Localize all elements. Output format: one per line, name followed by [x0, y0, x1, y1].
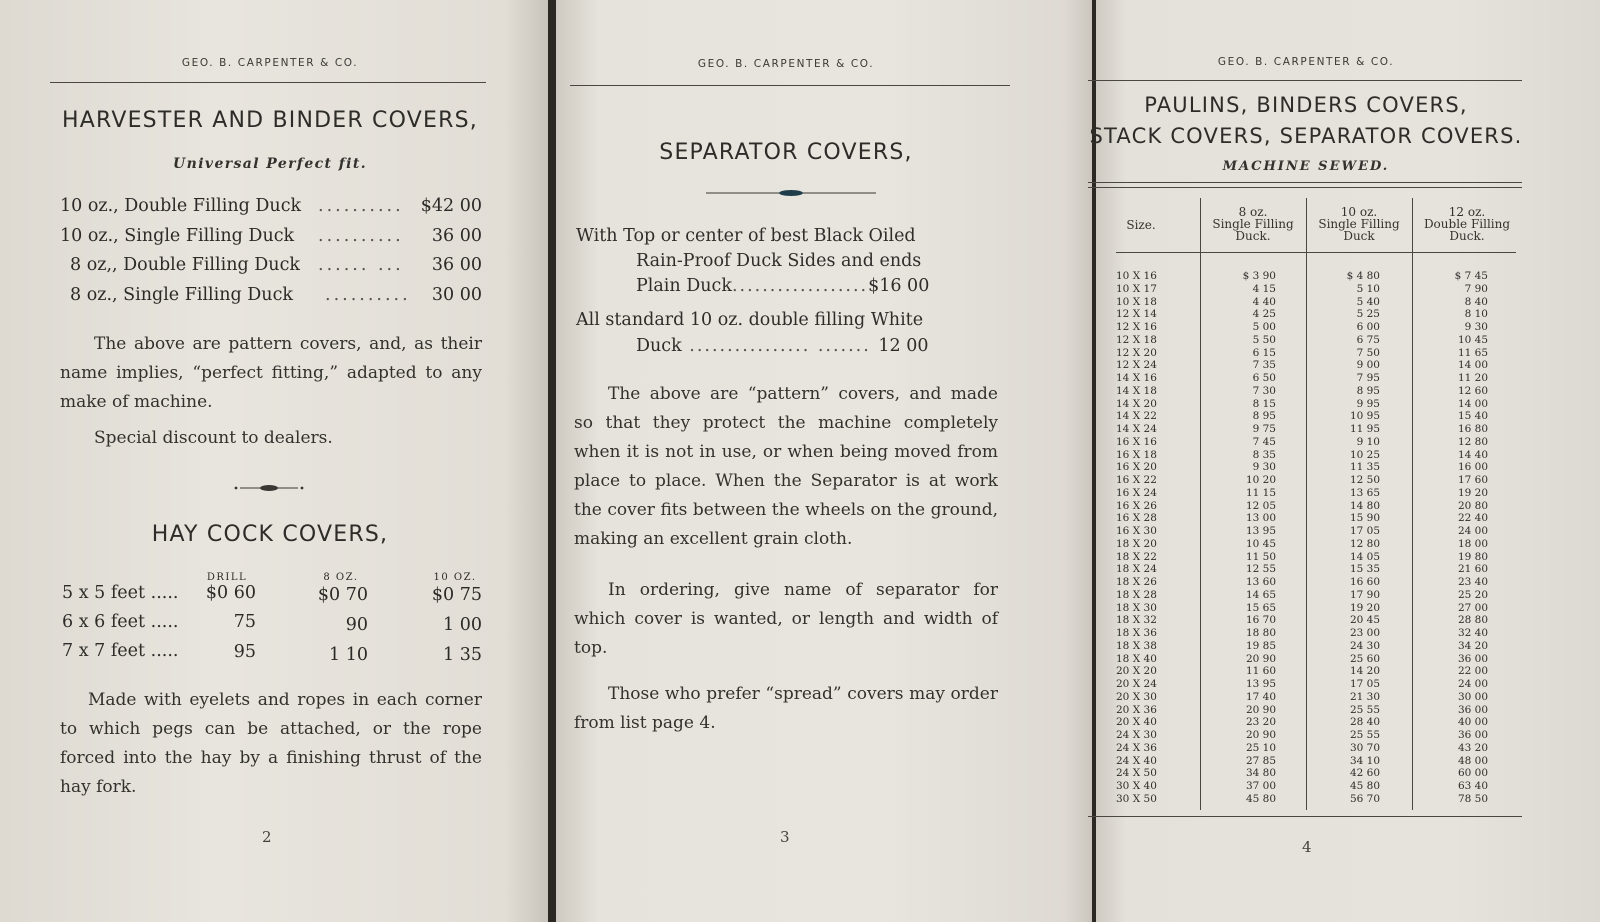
price-12oz-cell: 22 40: [1457, 512, 1488, 525]
price-8oz-cell: 12 55: [1245, 563, 1276, 576]
section-subtitle: Universal Perfect fit.: [173, 156, 367, 172]
size-cell: 20 X 36: [1116, 703, 1157, 716]
price-item-value: 36 00: [431, 255, 482, 275]
size-cell: 18 X 32: [1116, 614, 1157, 627]
price-10oz-cell: 20 45: [1349, 614, 1380, 627]
price-8oz-cell: 11 50: [1245, 550, 1276, 563]
column-header-size: Size.: [1126, 218, 1156, 232]
column-header: 10 OZ.: [433, 572, 477, 583]
hay-section-title: HAY COCK COVERS,: [151, 522, 389, 547]
item-line: Plain Duck..................$16 00: [636, 276, 930, 296]
price-10oz-cell: 11 35: [1349, 461, 1380, 474]
price-10oz-cell: 45 80: [1349, 780, 1380, 792]
price-12oz-cell: 30 00: [1457, 690, 1488, 703]
price-8oz-cell: 5 50: [1252, 333, 1276, 346]
leader-dots: ..........: [318, 196, 404, 216]
price-12oz-cell: 48 00: [1457, 754, 1488, 767]
price-12oz-cell: 18 00: [1457, 537, 1488, 550]
price-12oz-column: [1426, 270, 1488, 806]
price-8oz-column: [1214, 270, 1276, 806]
size-cell: 10 X 17: [1116, 282, 1157, 295]
size-cell: 18 X 22: [1116, 550, 1157, 563]
price-10oz-cell: 9 00: [1356, 359, 1380, 372]
column-header: 8 OZ.: [323, 572, 359, 583]
size-cell: 24 X 30: [1116, 729, 1157, 741]
price-10oz-cell: 17 05: [1349, 678, 1380, 690]
leader-dots: ...... ...: [318, 255, 404, 275]
hay-size: 6 x 6 feet .....: [62, 612, 179, 632]
column-divider: [1200, 198, 1201, 810]
price-12oz-cell: 11 20: [1457, 372, 1488, 384]
size-cell: 20 X 30: [1116, 690, 1157, 703]
size-cell: 20 X 40: [1116, 716, 1157, 729]
size-cell: 24 X 36: [1116, 741, 1157, 754]
size-cell: 14 X 20: [1116, 397, 1157, 410]
price-12oz-cell: 10 45: [1457, 333, 1488, 346]
price-12oz-cell: 78 50: [1457, 792, 1488, 805]
price-10oz-cell: 19 20: [1349, 601, 1380, 614]
price-8oz-cell: 7 45: [1252, 435, 1276, 448]
price-12oz-cell: 27 00: [1457, 601, 1488, 614]
hay-price-10oz: 1 35: [443, 645, 482, 665]
price-12oz-cell: 9 30: [1464, 321, 1488, 333]
price-item-label: 8 oz., Single Filling Duck: [70, 285, 293, 305]
price-8oz-cell: 13 60: [1245, 576, 1276, 588]
price-12oz-cell: 7 90: [1464, 282, 1488, 295]
size-cell: 20 X 20: [1116, 665, 1157, 678]
price-8oz-cell: 12 05: [1245, 499, 1276, 512]
price-12oz-cell: 14 40: [1457, 448, 1488, 461]
price-10oz-cell: 7 95: [1356, 372, 1380, 384]
running-head: GEO. B. CARPENTER & CO.: [1217, 56, 1395, 68]
price-8oz-cell: 14 65: [1245, 588, 1276, 601]
price-10oz-cell: 11 95: [1349, 423, 1380, 435]
price-10oz-cell: 13 65: [1349, 486, 1380, 499]
header-rule: [1088, 80, 1522, 81]
hay-price-drill: 75: [233, 612, 256, 632]
price-8oz-cell: 5 00: [1252, 321, 1276, 333]
size-cell: 12 X 14: [1116, 308, 1157, 321]
price-8oz-cell: 7 35: [1252, 359, 1276, 372]
price-8oz-cell: 18 80: [1245, 627, 1276, 639]
page-3: [556, 0, 1092, 922]
table-bottom-rule: [1088, 816, 1522, 817]
price-12oz-cell: 20 80: [1457, 499, 1488, 512]
price-12oz-cell: $ 7 45: [1454, 270, 1488, 282]
price-8oz-cell: 6 50: [1252, 372, 1276, 384]
price-8oz-cell: $ 3 90: [1242, 270, 1276, 282]
price-12oz-cell: 34 20: [1457, 639, 1488, 652]
item-line: Rain-Proof Duck Sides and ends: [636, 251, 922, 271]
page-number: 3: [780, 828, 790, 846]
size-cell: 14 X 18: [1116, 384, 1157, 397]
price-12oz-cell: 22 00: [1457, 665, 1488, 678]
size-cell: 16 X 20: [1116, 461, 1157, 474]
size-cell: 18 X 30: [1116, 601, 1157, 614]
price-12oz-cell: 16 80: [1457, 423, 1488, 435]
hay-description-paragraph: Made with eyelets and ropes in each corner to which pegs can be attached, or the rope forced into the hay by a finishing thrust of the hay fork.: [60, 690, 482, 797]
size-cell: 12 X 18: [1116, 333, 1157, 346]
size-cell: 12 X 20: [1116, 346, 1157, 359]
size-cell: 16 X 18: [1116, 448, 1157, 461]
price-10oz-cell: 12 50: [1349, 474, 1380, 486]
price-12oz-cell: 15 40: [1457, 410, 1488, 423]
price-12oz-cell: 19 80: [1457, 550, 1488, 563]
price-10oz-column: [1318, 270, 1380, 806]
size-cell: 16 X 16: [1116, 435, 1157, 448]
ornament-divider: [706, 187, 876, 199]
spread-covers-note: Those who prefer “spread” covers may order from list page 4.: [574, 684, 998, 733]
section-title-line: PAULINS, BINDERS COVERS,: [1144, 93, 1468, 117]
price-12oz-cell: 12 80: [1457, 435, 1488, 448]
price-12oz-cell: 14 00: [1457, 359, 1488, 372]
page-number: 4: [1302, 838, 1312, 856]
size-cell: 12 X 24: [1116, 359, 1157, 372]
price-10oz-cell: 14 20: [1349, 665, 1380, 678]
page-4: [1089, 0, 1600, 922]
description-paragraph: The above are “pattern” covers, and made so that they protect the machine completely when it is not in use, or when being moved from place to place. When the Separator is at work the cover fits between the wheels on the ground, making an excellent grain cloth.: [574, 384, 998, 549]
price-8oz-cell: 4 15: [1252, 282, 1276, 295]
hay-price-8oz: $0 70: [317, 585, 368, 605]
size-cell: 16 X 22: [1116, 474, 1157, 486]
price-8oz-cell: 8 35: [1252, 448, 1276, 461]
price-8oz-cell: 13 00: [1245, 512, 1276, 525]
price-8oz-cell: 20 90: [1245, 652, 1276, 665]
price-8oz-cell: 27 85: [1245, 754, 1276, 767]
price-8oz-cell: 8 15: [1252, 397, 1276, 410]
size-cell: 10 X 18: [1116, 295, 1157, 308]
price-8oz-cell: 10 20: [1245, 474, 1276, 486]
price-8oz-cell: 11 15: [1245, 486, 1276, 499]
price-12oz-cell: 14 00: [1457, 397, 1488, 410]
price-12oz-cell: 24 00: [1457, 525, 1488, 537]
size-cell: 18 X 20: [1116, 537, 1157, 550]
price-8oz-cell: 37 00: [1245, 780, 1276, 792]
size-column: [1116, 270, 1182, 806]
size-cell: 18 X 38: [1116, 639, 1157, 652]
price-12oz-cell: 23 40: [1457, 576, 1488, 588]
price-8oz-cell: 7 30: [1252, 384, 1276, 397]
column-divider: [1306, 198, 1307, 810]
size-cell: 18 X 26: [1116, 576, 1157, 588]
price-10oz-cell: 10 95: [1349, 410, 1380, 423]
size-cell: 12 X 16: [1116, 321, 1157, 333]
price-12oz-cell: 28 80: [1457, 614, 1488, 627]
price-8oz-cell: 34 80: [1245, 767, 1276, 780]
size-cell: 30 X 40: [1116, 780, 1157, 792]
price-10oz-cell: 12 80: [1349, 537, 1380, 550]
price-10oz-cell: 15 90: [1349, 512, 1380, 525]
hay-price-drill: $0 60: [205, 583, 256, 603]
price-8oz-cell: 20 90: [1245, 703, 1276, 716]
size-cell: 14 X 22: [1116, 410, 1157, 423]
page-2: [0, 0, 548, 922]
price-10oz-cell: 6 75: [1356, 333, 1380, 346]
price-12oz-cell: 40 00: [1457, 716, 1488, 729]
table-top-rule: [1088, 187, 1522, 188]
leader-dots: ..........: [325, 285, 411, 305]
section-title: HARVESTER AND BINDER COVERS,: [62, 108, 478, 133]
hay-size: 7 x 7 feet .....: [62, 641, 179, 661]
price-10oz-cell: 15 35: [1349, 563, 1380, 576]
price-10oz-cell: 5 10: [1356, 282, 1380, 295]
price-12oz-cell: 19 20: [1457, 486, 1488, 499]
price-12oz-cell: 36 00: [1457, 652, 1488, 665]
column-header-12oz: 12 oz. Double Filling Duck.: [1423, 205, 1511, 243]
header-underline: [1116, 252, 1516, 253]
price-8oz-cell: 4 40: [1252, 295, 1276, 308]
running-head: GEO. B. CARPENTER & CO.: [697, 58, 875, 70]
price-8oz-cell: 6 15: [1252, 346, 1276, 359]
price-12oz-cell: 8 40: [1464, 295, 1488, 308]
price-item-label: 8 oz,, Double Filling Duck: [70, 255, 300, 275]
size-cell: 10 X 16: [1116, 270, 1157, 282]
price-8oz-cell: 13 95: [1245, 525, 1276, 537]
page-number: 2: [262, 828, 272, 846]
price-10oz-cell: 6 00: [1356, 321, 1380, 333]
hay-price-8oz: 90: [345, 615, 368, 635]
price-10oz-cell: 56 70: [1349, 792, 1380, 805]
column-header: DRILL: [206, 572, 248, 583]
price-10oz-cell: 24 30: [1349, 639, 1380, 652]
price-12oz-cell: 63 40: [1457, 780, 1488, 792]
hay-size: 5 x 5 feet .....: [62, 583, 179, 603]
size-cell: 16 X 24: [1116, 486, 1157, 499]
price-12oz-cell: 36 00: [1457, 729, 1488, 741]
price-10oz-cell: 25 55: [1349, 729, 1380, 741]
price-12oz-cell: 21 60: [1457, 563, 1488, 576]
size-cell: 24 X 40: [1116, 754, 1157, 767]
price-12oz-cell: 17 60: [1457, 474, 1488, 486]
price-8oz-cell: 10 45: [1245, 537, 1276, 550]
price-12oz-cell: 8 10: [1464, 308, 1488, 321]
price-12oz-cell: 11 65: [1457, 346, 1488, 359]
price-8oz-cell: 23 20: [1245, 716, 1276, 729]
price-10oz-cell: 34 10: [1349, 754, 1380, 767]
item-line: With Top or center of best Black Oiled: [576, 226, 916, 246]
price-8oz-cell: 15 65: [1245, 601, 1276, 614]
price-10oz-cell: $ 4 80: [1346, 270, 1380, 282]
price-10oz-cell: 10 25: [1349, 448, 1380, 461]
size-cell: 18 X 28: [1116, 588, 1157, 601]
price-10oz-cell: 17 05: [1349, 525, 1380, 537]
price-10oz-cell: 9 10: [1356, 435, 1380, 448]
price-10oz-cell: 25 55: [1349, 703, 1380, 716]
price-12oz-cell: 16 00: [1457, 461, 1488, 474]
price-10oz-cell: 17 90: [1349, 588, 1380, 601]
price-8oz-cell: 19 85: [1245, 639, 1276, 652]
price-10oz-cell: 9 95: [1356, 397, 1380, 410]
header-rule: [570, 85, 1010, 86]
hay-price-10oz: 1 00: [443, 615, 482, 635]
column-divider: [1412, 198, 1413, 810]
price-12oz-cell: 60 00: [1457, 767, 1488, 780]
price-8oz-cell: 45 80: [1245, 792, 1276, 805]
leader-dots: ..........: [318, 226, 404, 246]
section-title-line: STACK COVERS, SEPARATOR COVERS.: [1089, 124, 1523, 148]
price-8oz-cell: 17 40: [1245, 690, 1276, 703]
dealer-note: Special discount to dealers.: [94, 428, 333, 448]
price-10oz-cell: 28 40: [1349, 716, 1380, 729]
price-12oz-cell: 24 00: [1457, 678, 1488, 690]
size-cell: 14 X 24: [1116, 423, 1157, 435]
size-cell: 16 X 30: [1116, 525, 1157, 537]
header-rule: [50, 82, 486, 83]
price-item-value: $42 00: [420, 196, 482, 216]
price-10oz-cell: 5 25: [1356, 308, 1380, 321]
price-8oz-cell: 13 95: [1245, 678, 1276, 690]
price-10oz-cell: 42 60: [1349, 767, 1380, 780]
price-10oz-cell: 14 05: [1349, 550, 1380, 563]
price-item-label: 10 oz., Double Filling Duck: [60, 196, 302, 216]
ornament-divider: [232, 482, 306, 494]
size-cell: 20 X 24: [1116, 678, 1157, 690]
hay-price-8oz: 1 10: [329, 645, 368, 665]
ordering-paragraph: In ordering, give name of separator for which cover is wanted, or length and width of top.: [574, 580, 998, 658]
price-8oz-cell: 9 75: [1252, 423, 1276, 435]
price-8oz-cell: 9 30: [1252, 461, 1276, 474]
section-subtitle: MACHINE SEWED.: [1222, 159, 1390, 174]
price-8oz-cell: 11 60: [1245, 665, 1276, 678]
price-12oz-cell: 36 00: [1457, 703, 1488, 716]
price-item-label: 10 oz., Single Filling Duck: [60, 226, 295, 246]
price-10oz-cell: 8 95: [1356, 384, 1380, 397]
column-header-10oz: 10 oz. Single Filling Duck: [1318, 205, 1400, 243]
price-10oz-cell: 14 80: [1349, 499, 1380, 512]
price-8oz-cell: 8 95: [1252, 410, 1276, 423]
size-cell: 24 X 50: [1116, 767, 1157, 780]
price-10oz-cell: 21 30: [1349, 690, 1380, 703]
section-title: SEPARATOR COVERS,: [659, 140, 913, 165]
price-item-value: 36 00: [431, 226, 482, 246]
price-12oz-cell: 25 20: [1457, 588, 1488, 601]
size-cell: 14 X 16: [1116, 372, 1157, 384]
size-cell: 18 X 40: [1116, 652, 1157, 665]
size-cell: 16 X 26: [1116, 499, 1157, 512]
item-line: All standard 10 oz. double filling White: [576, 310, 924, 330]
size-cell: 18 X 24: [1116, 563, 1157, 576]
price-10oz-cell: 23 00: [1349, 627, 1380, 639]
size-cell: 18 X 36: [1116, 627, 1157, 639]
price-10oz-cell: 30 70: [1349, 741, 1380, 754]
table-top-rule: [1088, 182, 1522, 183]
description-paragraph: The above are pattern covers, and, as their name implies, “perfect fitting,” adapted to any make of machine.: [60, 334, 482, 412]
hay-price-10oz: $0 75: [431, 585, 482, 605]
size-cell: 30 X 50: [1116, 792, 1157, 805]
price-item-value: 30 00: [431, 285, 482, 305]
price-8oz-cell: 4 25: [1252, 308, 1276, 321]
price-8oz-cell: 16 70: [1245, 614, 1276, 627]
price-10oz-cell: 7 50: [1356, 346, 1380, 359]
size-cell: 16 X 28: [1116, 512, 1157, 525]
price-8oz-cell: 25 10: [1245, 741, 1276, 754]
price-10oz-cell: 25 60: [1349, 652, 1380, 665]
item-line: Duck ................ ....... 12 00: [636, 336, 929, 356]
hay-price-drill: 95: [233, 642, 256, 662]
column-header-8oz: 8 oz. Single Filling Duck.: [1212, 205, 1294, 243]
price-8oz-cell: 20 90: [1245, 729, 1276, 741]
running-head: GEO. B. CARPENTER & CO.: [181, 57, 359, 69]
price-12oz-cell: 43 20: [1457, 741, 1488, 754]
price-12oz-cell: 12 60: [1457, 384, 1488, 397]
price-12oz-cell: 32 40: [1457, 627, 1488, 639]
price-10oz-cell: 5 40: [1356, 295, 1380, 308]
price-10oz-cell: 16 60: [1349, 576, 1380, 588]
